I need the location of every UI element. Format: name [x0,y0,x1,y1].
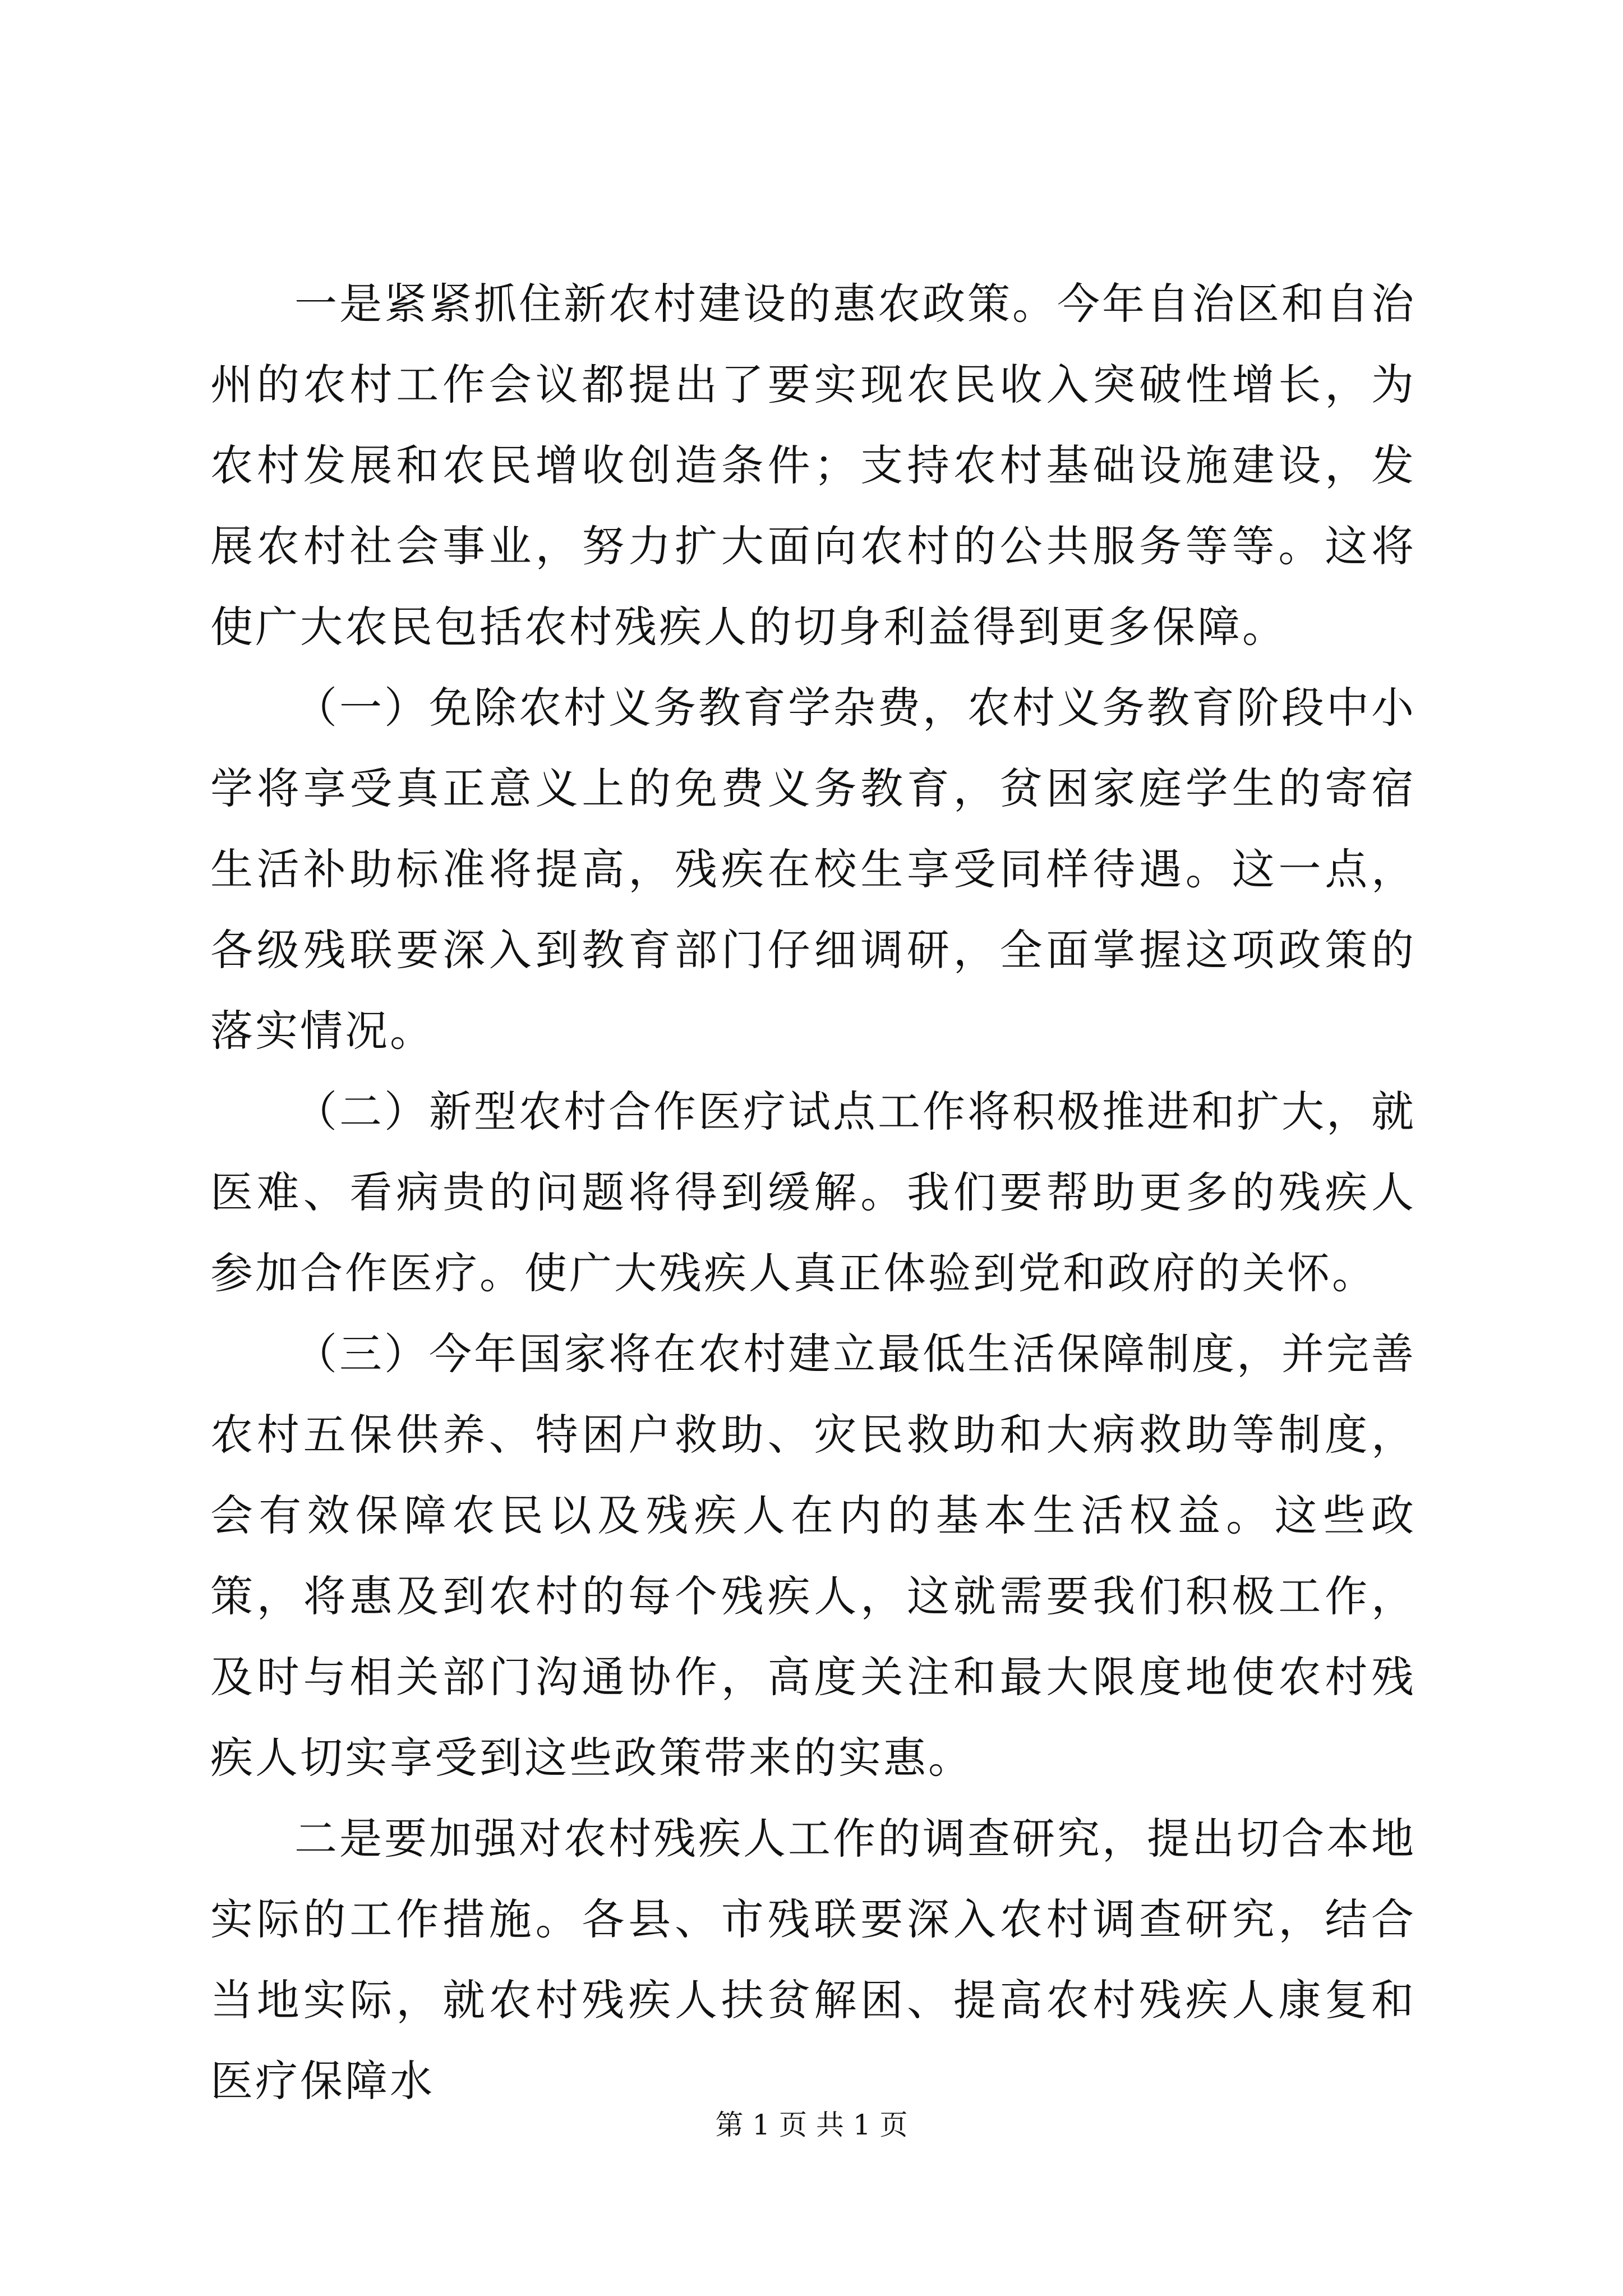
document-body [210,264,1416,2122]
paragraph-education: （一）免除农村义务教育学杂费，农村义务教育阶段中小学将享受真正意义上的免费义务教育，贫困家庭学生的寄宿生活补助标准将提高，残疾在校生享受同样待遇。这一点，各级残联要深入到教育部门仔细调研，全面掌握这项政策的落实情况。 [210,683,1416,1056]
paragraph-medical: （二）新型农村合作医疗试点工作将积极推进和扩大，就医难、看病贵的问题将得到缓解。我们要帮助更多的残疾人参加合作医疗。使广大残疾人真正体验到党和政府的关怀。 [210,1087,1416,1298]
paragraph-livelihood: （三）今年国家将在农村建立最低生活保障制度，并完善农村五保供养、特困户救助、灾民救助和大病救助等制度，会有效保障农民以及残疾人在内的基本生活权益。这些政策，将惠及到农村的每个残疾人，这就需要我们积极工作，及时与相关部门沟通协作，高度关注和最大限度地使农村残疾人切实享受到这些政策带来的实惠。 [210,1329,1416,1783]
paragraph-research: 二是要加强对农村残疾人工作的调查研究，提出切合本地实际的工作措施。各县、市残联要深入农村调查研究，结合当地实际，就农村残疾人扶贫解困、提高农村残疾人康复和医疗保障水 [210,1814,1416,2106]
paragraph-policy-intro: 一是紧紧抓住新农村建设的惠农政策。今年自治区和自治州的农村工作会议都提出了要实现农民收入突破性增长，为农村发展和农民增收创造条件；支持农村基础设施建设，发展农村社会事业，努力扩大面向农村的公共服务等等。这将使广大农民包括农村残疾人的切身利益得到更多保障。 [210,279,1416,652]
page-number-footer: 第 1 页 共 1 页 [715,2109,908,2141]
